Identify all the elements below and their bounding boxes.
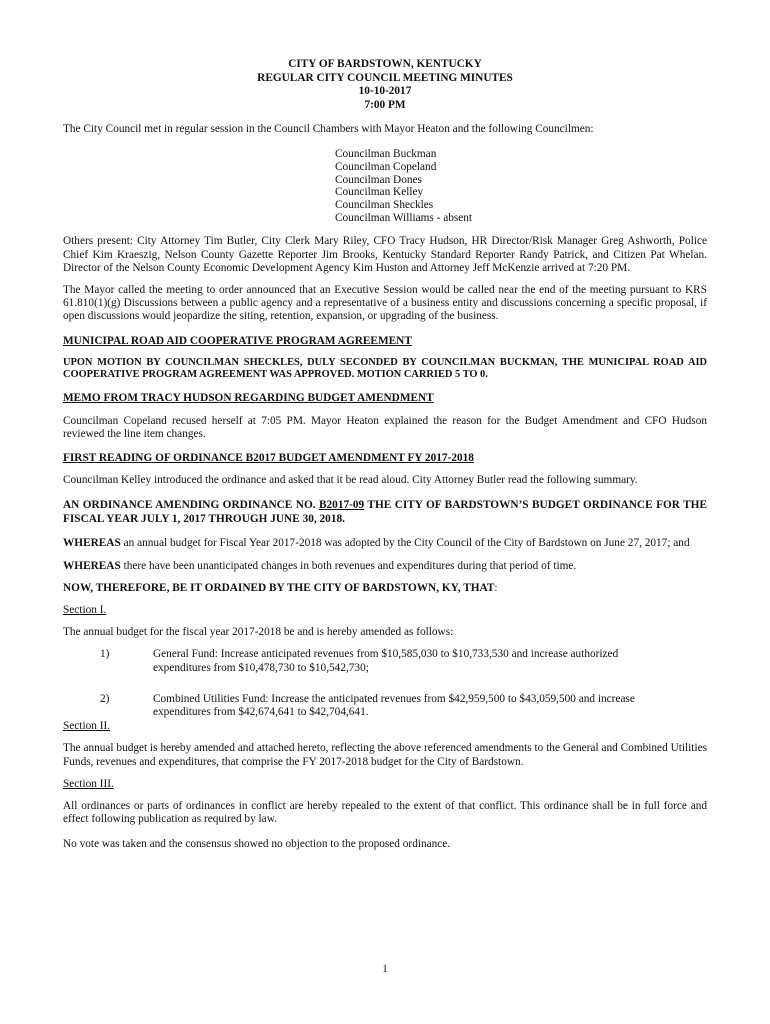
- closing-paragraph: No vote was taken and the consensus showed no objection to the proposed ordinance.: [63, 837, 451, 850]
- motion-road-aid: UPON MOTION BY COUNCILMAN SHECKLES, DULY SECONDED BY COUNCILMAN BUCKMAN, THE MUNICIPAL ROAD AID COOPERATIVE PROGRAM AGREEMENT WAS APPROVED. MOTION CARRIED 5 TO 0.: [63, 356, 707, 381]
- now-therefore-colon: :: [494, 581, 498, 594]
- header-city: CITY OF BARDSTOWN, KENTUCKY: [288, 58, 482, 70]
- whereas-paragraph-2: [63, 560, 707, 573]
- amendment-item-text: Combined Utilities Fund: Increase the anticipated revenues from $42,959,500 to $43,059,500 and increase expenditures from $42,674,641 to $42,704,641.: [153, 692, 635, 719]
- whereas-text-1: an annual budget for Fiscal Year 2017-2018 was adopted by the City Council of the City of Bardstown on June 27, 2017; and: [120, 537, 690, 550]
- document-header: [63, 58, 707, 112]
- councilman-item: Councilman Williams - absent: [335, 211, 473, 224]
- section-i-text: The annual budget for the fiscal year 2017-2018 be and is hereby amended as follows:: [63, 626, 454, 639]
- amendment-item-number: 1): [100, 648, 110, 661]
- ordinance-number: B2017-09: [319, 499, 365, 512]
- section-ii-label: Section II.: [63, 720, 111, 733]
- councilman-item: Councilman Buckman: [335, 148, 437, 161]
- header-date: 10-10-2017: [358, 85, 412, 97]
- now-therefore-text: NOW, THEREFORE, BE IT ORDAINED BY THE CITY OF BARDSTOWN, KY, THAT: [63, 581, 495, 594]
- header-time: 7:00 PM: [364, 98, 406, 111]
- now-therefore-line: [63, 582, 707, 595]
- amendment-item-text: General Fund: Increase anticipated revenues from $10,585,030 to $10,733,530 and increase authorized expenditures from $10,478,730 to $10,542,730;: [153, 648, 619, 674]
- document-page: [63, 58, 707, 851]
- whereas-text-2: there have been unanticipated changes in both revenues and expenditures during that period of time.: [120, 559, 577, 572]
- section-i-label: Section I.: [63, 604, 107, 617]
- section-iii-text: All ordinances or parts of ordinances in conflict are hereby repealed to the extent of that conflict. This ordinance shall be in full force and effect following publication as required by law.: [63, 800, 707, 826]
- ordinance-title: [63, 498, 707, 526]
- section-ii-text: The annual budget is hereby amended and attached hereto, reflecting the above referenced amendments to the General and Combined Utilities Funds, revenues and expenditures, that comprise the FY 2017-2018 budget for the City of Bardstown.: [63, 742, 707, 768]
- others-present-paragraph: Others present: City Attorney Tim Butler, City Clerk Mary Riley, CFO Tracy Hudson, HR Director/Risk Manager Greg Ashworth, Police Chief Kim Kraeszig, Nelson County Gazette Reporter Jim Brooks, Kentucky Standard Reporter Randy Patrick, and Citizen Pat Whelan. Director of the Nelson County Economic Development Agency Kim Huston and Attorney Jeff McKenzie arrived at 7:20 PM.: [63, 235, 707, 274]
- intro-paragraph: The City Council met in regular session in the Council Chambers with Mayor Heaton and the following Councilmen:: [63, 123, 594, 135]
- amendment-item-number: 2): [100, 692, 110, 705]
- first-reading-paragraph: Councilman Kelley introduced the ordinance and asked that it be read aloud. City Attorney Butler read the following summary.: [63, 474, 638, 487]
- memo-paragraph: Councilman Copeland recused herself at 7:05 PM. Mayor Heaton explained the reason for the Budget Amendment and CFO Hudson reviewed the line item changes.: [63, 414, 707, 440]
- councilman-item: Councilman Dones: [335, 173, 422, 186]
- header-title: REGULAR CITY COUNCIL MEETING MINUTES: [257, 71, 513, 84]
- councilmen-list: [335, 148, 707, 224]
- page-number: 1: [382, 963, 388, 975]
- ordinance-title-post: THE CITY OF BARDSTOWN’S BUDGET ORDINANCE FOR THE FISCAL YEAR JULY 1, 2017 THROUGH JUNE 30, 2018.: [63, 499, 707, 526]
- whereas-paragraph-1: [63, 537, 707, 550]
- call-to-order-paragraph: The Mayor called the meeting to order announced that an Executive Session would be called near the end of the meeting pursuant to KRS 61.810(1)(g) Discussions between a public agency and a representative of a business entity and discussions concerning a specific proposal, if open discussions would jeopardize the siting, retention, expansion, or upgrading of the business.: [63, 284, 707, 323]
- councilman-item: Councilman Kelley: [335, 186, 424, 199]
- amendment-item-1: [100, 648, 707, 674]
- section-iii-label: Section III.: [63, 777, 114, 790]
- whereas-label: WHEREAS: [63, 537, 121, 550]
- section-heading-road-aid: MUNICIPAL ROAD AID COOPERATIVE PROGRAM AGREEMENT: [63, 334, 412, 347]
- whereas-label: WHEREAS: [63, 559, 121, 572]
- councilman-item: Councilman Sheckles: [335, 199, 434, 212]
- section-heading-first-reading: FIRST READING OF ORDINANCE B2017 BUDGET AMENDMENT FY 2017-2018: [63, 452, 474, 465]
- section-heading-memo: MEMO FROM TRACY HUDSON REGARDING BUDGET AMENDMENT: [63, 392, 434, 405]
- councilman-item: Councilman Copeland: [335, 160, 437, 173]
- amendment-item-2: [100, 693, 707, 719]
- ordinance-title-pre: AN ORDINANCE AMENDING ORDINANCE NO.: [63, 499, 319, 512]
